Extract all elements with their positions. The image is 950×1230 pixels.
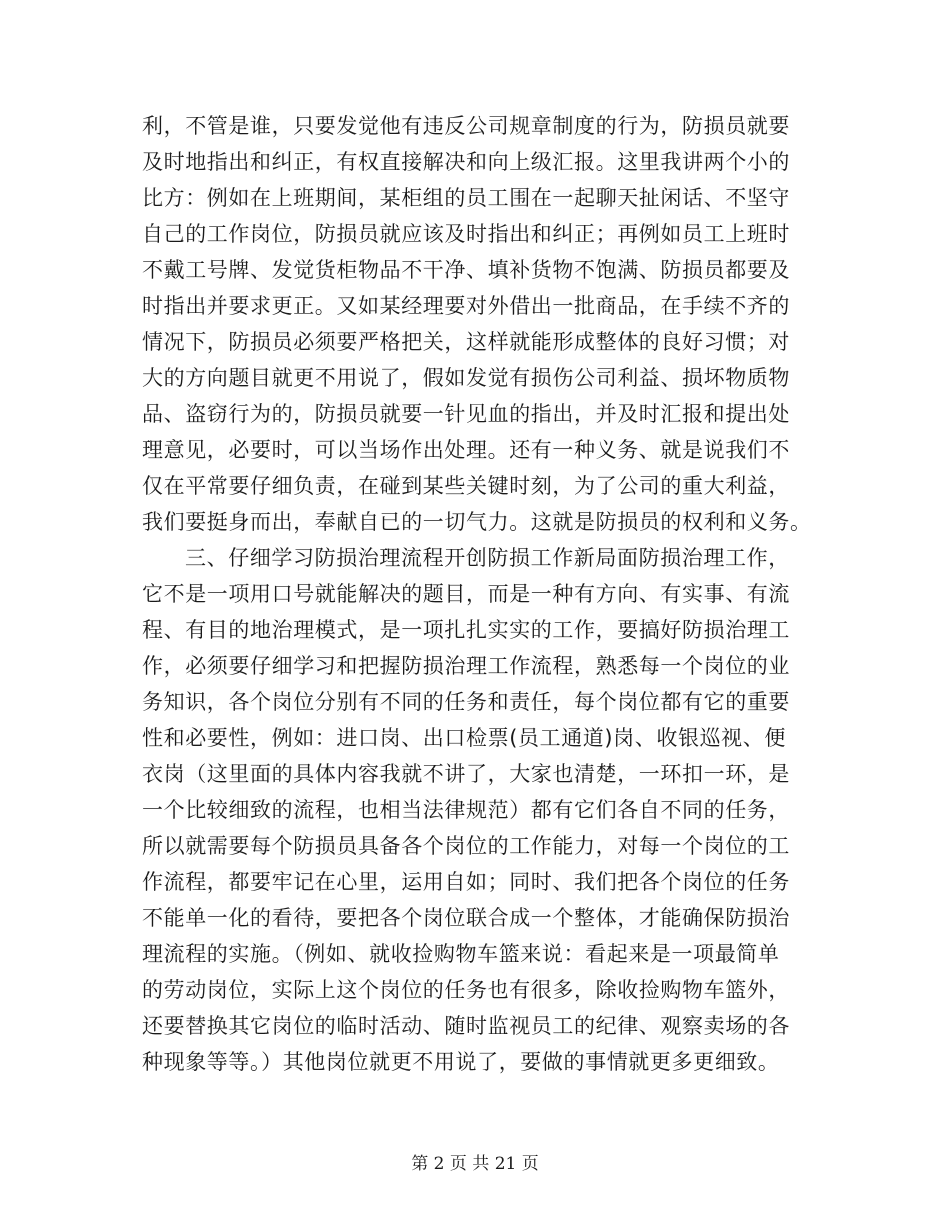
paragraph-line: 所以就需要每个防损员具备各个岗位的工作能力，对每一个岗位的工 xyxy=(142,834,790,858)
paragraph-line: 衣岗（这里面的具体内容我就不讲了，大家也清楚，一环扣一环，是 xyxy=(142,762,790,786)
paragraph-line: 程、有目的地治理模式，是一项扎扎实实的工作，要搞好防损治理工 xyxy=(142,618,790,642)
paragraph-line: 还要替换其它岗位的临时活动、随时监视员工的纪律、观察卖场的各 xyxy=(142,1014,790,1038)
paragraph-line: 比方：例如在上班期间，某柜组的员工围在一起聊天扯闲话、不坚守 xyxy=(142,186,790,210)
paragraph-line: 我们要挺身而出，奉献自已的一切气力。这就是防损员的权利和义务。 xyxy=(142,510,812,534)
paragraph-line: 种现象等等。）其他岗位就更不用说了，要做的事情就更多更细致。 xyxy=(142,1050,780,1074)
paragraph-line: 作，必须要仔细学习和把握防损治理工作流程，熟悉每一个岗位的业 xyxy=(142,654,790,678)
paragraph-line: 理意见，必要时，可以当场作出处理。还有一种义务、就是说我们不 xyxy=(142,438,790,462)
paragraph-line: 及时地指出和纠正，有权直接解决和向上级汇报。这里我讲两个小的 xyxy=(142,150,790,174)
page-number-footer: 第 2 页 共 21 页 xyxy=(411,1154,539,1174)
paragraph-line: 作流程，都要牢记在心里，运用自如；同时、我们把各个岗位的任务 xyxy=(142,870,790,894)
paragraph-line: 自己的工作岗位，防损员就应该及时指出和纠正；再例如员工上班时 xyxy=(142,222,790,246)
paragraph-line: 情况下，防损员必须要严格把关，这样就能形成整体的良好习惯；对 xyxy=(142,330,790,354)
paragraph-line: 仅在平常要仔细负责，在碰到某些关键时刻，为了公司的重大利益， xyxy=(142,474,790,498)
paragraph-line: 务知识，各个岗位分别有不同的任务和责任，每个岗位都有它的重要 xyxy=(142,690,790,714)
paragraph-line: 一个比较细致的流程，也相当法律规范）都有它们各自不同的任务， xyxy=(142,798,790,822)
section-heading-line: 三、仔细学习防损治理流程开创防损工作新局面防损治理工作， xyxy=(185,546,790,570)
paragraph-line: 不能单一化的看待，要把各个岗位联合成一个整体，才能确保防损治 xyxy=(142,906,790,930)
paragraph-line: 大的方向题目就更不用说了，假如发觉有损伤公司利益、损坏物质物 xyxy=(142,366,790,390)
paragraph-line: 它不是一项用口号就能解决的题目，而是一种有方向、有实事、有流 xyxy=(142,582,790,606)
paragraph-line: 性和必要性，例如：进口岗、出口检票(员工通道)岗、收银巡视、便 xyxy=(142,726,786,750)
paragraph-line: 理流程的实施。（例如、就收捡购物车篮来说：看起来是一项最简单 xyxy=(142,942,780,966)
paragraph-line: 时指出并要求更正。又如某经理要对外借出一批商品，在手续不齐的 xyxy=(142,294,790,318)
paragraph-line: 不戴工号牌、发觉货柜物品不干净、填补货物不饱满、防损员都要及 xyxy=(142,258,790,282)
paragraph-line: 的劳动岗位，实际上这个岗位的任务也有很多，除收捡购物车篮外， xyxy=(142,978,790,1002)
paragraph-line: 品、盗窃行为的，防损员就要一针见血的指出，并及时汇报和提出处 xyxy=(142,402,790,426)
paragraph-line: 利，不管是谁，只要发觉他有违反公司规章制度的行为，防损员就要 xyxy=(142,114,790,138)
